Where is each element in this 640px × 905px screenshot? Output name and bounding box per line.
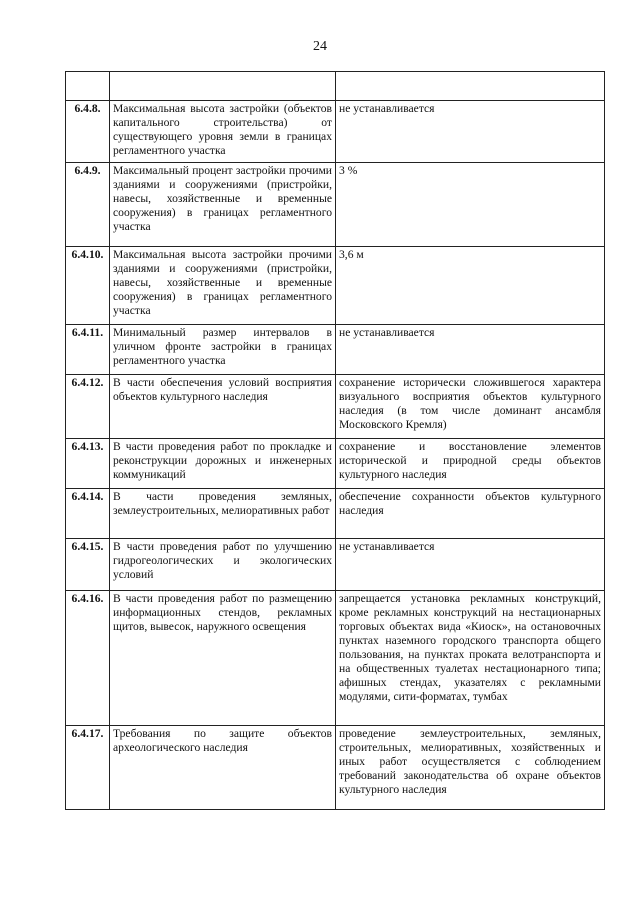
table-row	[66, 325, 605, 375]
row-value: запрещается установка рекламных конструкций, кроме рекламных конструкций на нестационарных торговых объектах вида «Киоск», на остановочных пунктах наземного городского транспорта общего пользования, на пунктах проката велотранспорта и на общественных туалетах нестационарного типа; афишных стендах, указателях с рекламными модулями, сити-форматах, тумбах	[336, 591, 605, 726]
table-row	[66, 726, 605, 810]
row-number: 6.4.16.	[66, 591, 110, 726]
row-description: В части проведения работ по прокладке и реконструкции дорожных и инженерных коммуникаций	[110, 439, 336, 489]
row-description: В части проведения работ по улучшению гидрогеологических и экологических условий	[110, 539, 336, 591]
table-row	[66, 375, 605, 439]
table-row	[66, 101, 605, 163]
table-row	[66, 489, 605, 539]
table-row	[66, 163, 605, 247]
row-description: В части обеспечения условий восприятия объектов культурного наследия	[110, 375, 336, 439]
row-value: не устанавливается	[336, 539, 605, 591]
row-number: 6.4.12.	[66, 375, 110, 439]
row-number: 6.4.8.	[66, 101, 110, 163]
table-row	[66, 439, 605, 489]
row-number: 6.4.14.	[66, 489, 110, 539]
header-cell-number	[66, 72, 110, 101]
row-description: Минимальный размер интервалов в уличном фронте застройки в границах регламентного участка	[110, 325, 336, 375]
regulation-table	[65, 71, 605, 810]
row-value: обеспечение сохранности объектов культурного наследия	[336, 489, 605, 539]
row-number: 6.4.10.	[66, 247, 110, 325]
row-number: 6.4.11.	[66, 325, 110, 375]
row-value: проведение землеустроительных, земляных, строительных, мелиоративных, хозяйственных и иных работ осуществляется с соблюдением требований законодательства об охране объектов культурного наследия	[336, 726, 605, 810]
row-value: 3,6 м	[336, 247, 605, 325]
table-row	[66, 539, 605, 591]
table-row	[66, 591, 605, 726]
row-description: Максимальный процент застройки прочими зданиями и сооружениями (пристройки, навесы, хозяйственные и временные сооружения) в границах регламентного участка	[110, 163, 336, 247]
row-description: В части проведения земляных, землеустроительных, мелиоративных работ	[110, 489, 336, 539]
row-number: 6.4.9.	[66, 163, 110, 247]
row-value: 3 %	[336, 163, 605, 247]
row-description: Требования по защите объектов археологического наследия	[110, 726, 336, 810]
row-value: не устанавливается	[336, 325, 605, 375]
row-number: 6.4.13.	[66, 439, 110, 489]
row-value: не устанавливается	[336, 101, 605, 163]
row-value: сохранение исторически сложившегося характера визуального восприятия объектов культурного наследия (в том числе доминант ансамбля Московского Кремля)	[336, 375, 605, 439]
header-cell-value	[336, 72, 605, 101]
row-number: 6.4.15.	[66, 539, 110, 591]
row-description: В части проведения работ по размещению информационных стендов, рекламных щитов, вывесок, наружного освещения	[110, 591, 336, 726]
row-description: Максимальная высота застройки прочими зданиями и сооружениями (пристройки, навесы, хозяйственные и временные сооружения) в границах регламентного участка	[110, 247, 336, 325]
row-number: 6.4.17.	[66, 726, 110, 810]
row-description: Максимальная высота застройки (объектов капитального строительства) от существующего уровня земли в границах регламентного участка	[110, 101, 336, 163]
row-value: сохранение и восстановление элементов исторической и природной среды объектов культурного наследия	[336, 439, 605, 489]
table-header-row	[66, 72, 605, 101]
table-row	[66, 247, 605, 325]
header-cell-description	[110, 72, 336, 101]
page-number: 24	[313, 39, 327, 54]
